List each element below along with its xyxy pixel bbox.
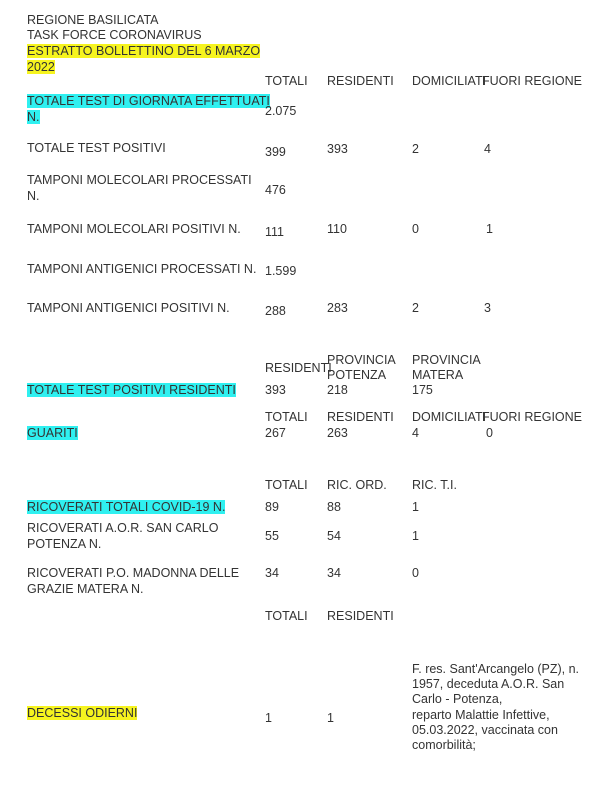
value-total-tests: 2.075 <box>265 104 297 118</box>
value-molecular-positive-totali: 111 <box>265 225 285 239</box>
col-header-residenti: RESIDENTI <box>327 74 394 88</box>
row-label-positive-residents: TOTALE TEST POSITIVI RESIDENTI <box>27 383 236 397</box>
row-label-molecular-processed: TAMPONI MOLECOLARI PROCESSATI <box>27 173 252 187</box>
value-deaths-residenti: 1 <box>327 711 334 725</box>
row-label-antigen-positive: TAMPONI ANTIGENICI POSITIVI N. <box>27 301 230 315</box>
death-note-line: comorbilità; <box>412 738 476 752</box>
col-header-domiciliati: DOMICILIATI <box>412 74 487 88</box>
row-label-total-tests: TOTALE TEST DI GIORNATA EFFETTUATI <box>27 94 270 108</box>
value-recovered-domiciliati: 4 <box>412 426 419 440</box>
row-label-antigen-processed: TAMPONI ANTIGENICI PROCESSATI N. <box>27 262 257 276</box>
value-hosp-total-totali: 89 <box>265 500 279 514</box>
value-positive-totali: 399 <box>265 145 286 159</box>
hosp-header-ric-ti: RIC. T.I. <box>412 478 457 492</box>
row-label-positive-tests: TOTALE TEST POSITIVI <box>27 141 166 155</box>
row-label-molecular-positive: TAMPONI MOLECOLARI POSITIVI N. <box>27 222 241 236</box>
row-label-hosp-matera: RICOVERATI P.O. MADONNA DELLE <box>27 566 240 580</box>
value-hosp-total-ord: 88 <box>327 500 341 514</box>
rec-header-totali: TOTALI <box>265 410 308 424</box>
deaths-header-residenti: RESIDENTI <box>327 609 394 623</box>
death-note-line: Carlo - Potenza, <box>412 692 503 706</box>
value-deaths-totali: 1 <box>265 711 272 725</box>
value-recovered-fuori: 0 <box>486 426 493 440</box>
value-molecular-positive-fuori: 1 <box>486 222 493 236</box>
row-label-recovered: GUARITI <box>27 426 78 440</box>
hosp-header-totali: TOTALI <box>265 478 308 492</box>
bulletin-title: ESTRATTO BOLLETTINO DEL 6 MARZO <box>27 44 261 58</box>
value-positive-residenti: 393 <box>327 142 348 156</box>
value-antigen-processed: 1.599 <box>265 264 297 278</box>
res-header-provincia-pz: PROVINCIA <box>327 353 396 367</box>
bulletin-year: 2022 <box>27 60 55 74</box>
res-header-provincia-mt: PROVINCIA <box>412 353 481 367</box>
value-hosp-total-ti: 1 <box>412 500 419 514</box>
value-molecular-processed: 476 <box>265 183 286 197</box>
row-label-hosp-potenza-n: POTENZA N. <box>27 537 102 551</box>
res-header-potenza: POTENZA <box>327 368 387 382</box>
res-header-residenti: RESIDENTI <box>265 361 332 375</box>
value-positive-fuori: 4 <box>484 142 491 156</box>
value-antigen-positive-residenti: 283 <box>327 301 348 315</box>
hosp-header-ric-ord: RIC. ORD. <box>327 478 387 492</box>
death-note-line: 05.03.2022, vaccinata con <box>412 723 558 737</box>
value-molecular-positive-domiciliati: 0 <box>412 222 419 236</box>
value-recovered-totali: 267 <box>265 426 286 440</box>
region-name: REGIONE BASILICATA <box>27 13 159 27</box>
rec-header-residenti: RESIDENTI <box>327 410 394 424</box>
row-label-hosp-total: RICOVERATI TOTALI COVID-19 N. <box>27 500 226 514</box>
value-hosp-matera-ti: 0 <box>412 566 419 580</box>
value-recovered-residenti: 263 <box>327 426 348 440</box>
row-label-hosp-matera-n: GRAZIE MATERA N. <box>27 582 144 596</box>
row-label-molecular-processed-n: N. <box>27 189 40 203</box>
rec-header-domiciliati: DOMICILIATI <box>412 410 487 424</box>
row-label-total-tests-n: N. <box>27 110 40 124</box>
value-hosp-potenza-totali: 55 <box>265 529 279 543</box>
rec-header-fuori-regione: FUORI REGIONE <box>482 410 583 424</box>
task-force-name: TASK FORCE CORONAVIRUS <box>27 28 202 42</box>
deaths-header-totali: TOTALI <box>265 609 308 623</box>
value-antigen-positive-fuori: 3 <box>484 301 491 315</box>
value-residents-matera: 175 <box>412 383 433 397</box>
col-header-fuori-regione: FUORI REGIONE <box>482 74 583 88</box>
col-header-totali: TOTALI <box>265 74 308 88</box>
death-note-line: F. res. Sant'Arcangelo (PZ), n. <box>412 662 580 676</box>
value-hosp-matera-totali: 34 <box>265 566 279 580</box>
death-note-line: reparto Malattie Infettive, <box>412 708 550 722</box>
value-hosp-potenza-ti: 1 <box>412 529 419 543</box>
row-label-hosp-potenza: RICOVERATI A.O.R. SAN CARLO <box>27 521 219 535</box>
value-residents-potenza: 218 <box>327 383 348 397</box>
value-hosp-potenza-ord: 54 <box>327 529 341 543</box>
death-note-line: 1957, deceduta A.O.R. San <box>412 677 565 691</box>
value-antigen-positive-totali: 288 <box>265 304 286 318</box>
value-molecular-positive-residenti: 110 <box>327 222 347 236</box>
value-hosp-matera-ord: 34 <box>327 566 341 580</box>
value-positive-domiciliati: 2 <box>412 142 419 156</box>
row-label-deaths: DECESSI ODIERNI <box>27 706 138 720</box>
value-residents-total: 393 <box>265 383 286 397</box>
res-header-matera: MATERA <box>412 368 464 382</box>
value-antigen-positive-domiciliati: 2 <box>412 301 419 315</box>
